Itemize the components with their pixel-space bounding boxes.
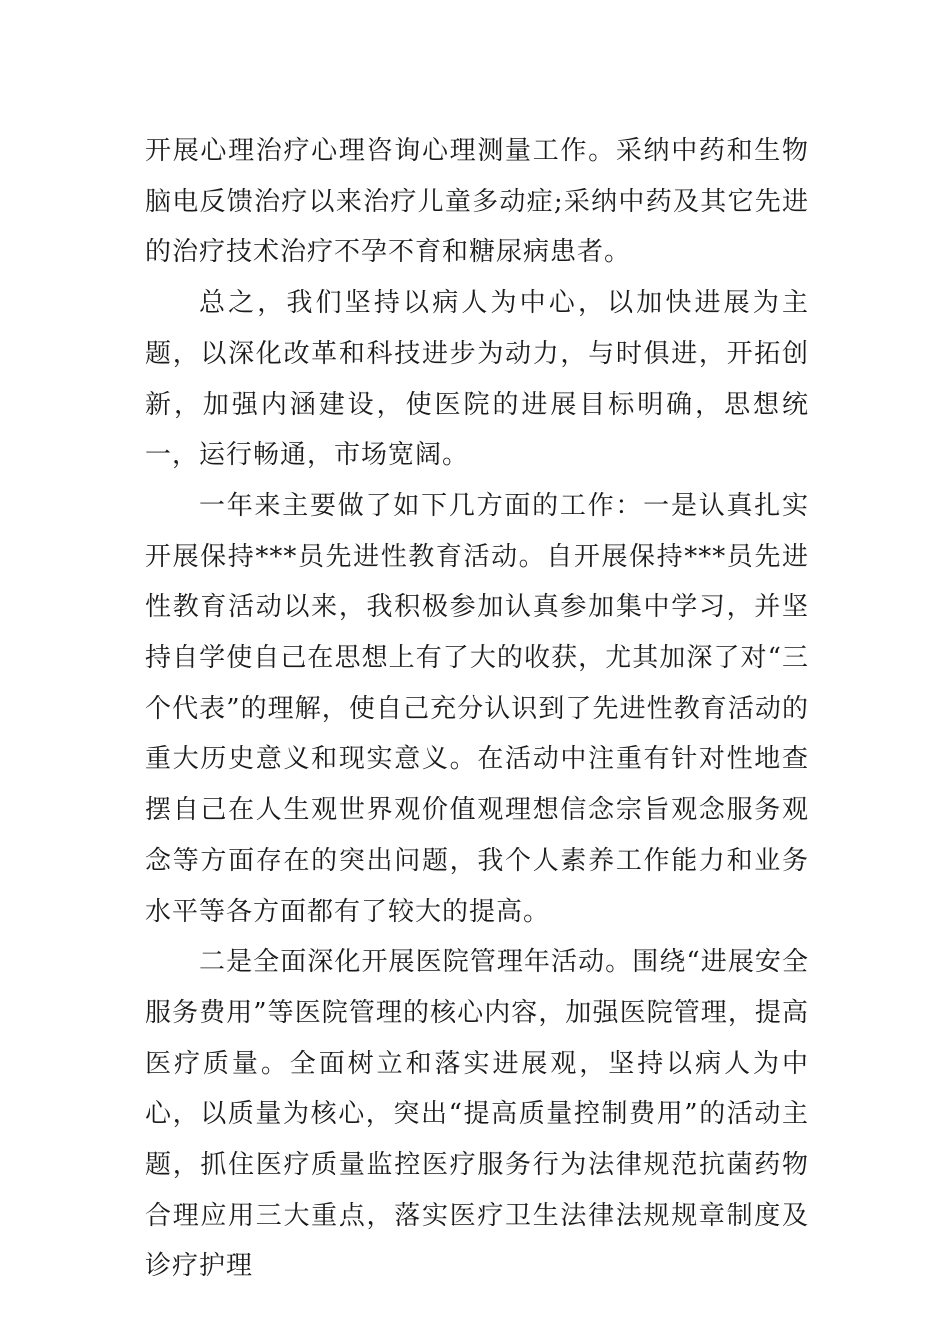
document-body bbox=[145, 126, 809, 1292]
paragraph-hospital-management: 二是全面深化开展医院管理年活动。围绕“进展安全服务费用”等医院管理的核心内容，加强医院管理，提高医疗质量。全面树立和落实进展观，坚持以病人为中心，以质量为核心，突出“提高质量控制费用”的活动主题，抓住医疗质量监控医疗服务行为法律规范抗菌药物合理应用三大重点，落实医疗卫生法律法规规章制度及诊疗护理 bbox=[145, 947, 809, 1282]
paragraph-work-overview: 一年来主要做了如下几方面的工作：一是认真扎实开展保持***员先进性教育活动。自开展保持***员先进性教育活动以来，我积极参加认真参加集中学习，并坚持自学使自己在思想上有了大的收获，尤其加深了对“三个代表”的理解，使自己充分认识到了先进性教育活动的重大历史意义和现实意义。在活动中注重有针对性地查摆自己在人生观世界观价值观理想信念宗旨观念服务观念等方面存在的突出问题，我个人素养工作能力和业务水平等各方面都有了较大的提高。 bbox=[145, 490, 809, 927]
paragraph-continuation: 开展心理治疗心理咨询心理测量工作。采纳中药和生物脑电反馈治疗以来治疗儿童多动症;采纳中药及其它先进的治疗技术治疗不孕不育和糖尿病患者。 bbox=[145, 136, 809, 268]
paragraph-summary: 总之，我们坚持以病人为中心，以加快进展为主题，以深化改革和科技进步为动力，与时俱进，开拓创新，加强内涵建设，使医院的进展目标明确，思想统一，运行畅通，市场宽阔。 bbox=[145, 288, 809, 471]
